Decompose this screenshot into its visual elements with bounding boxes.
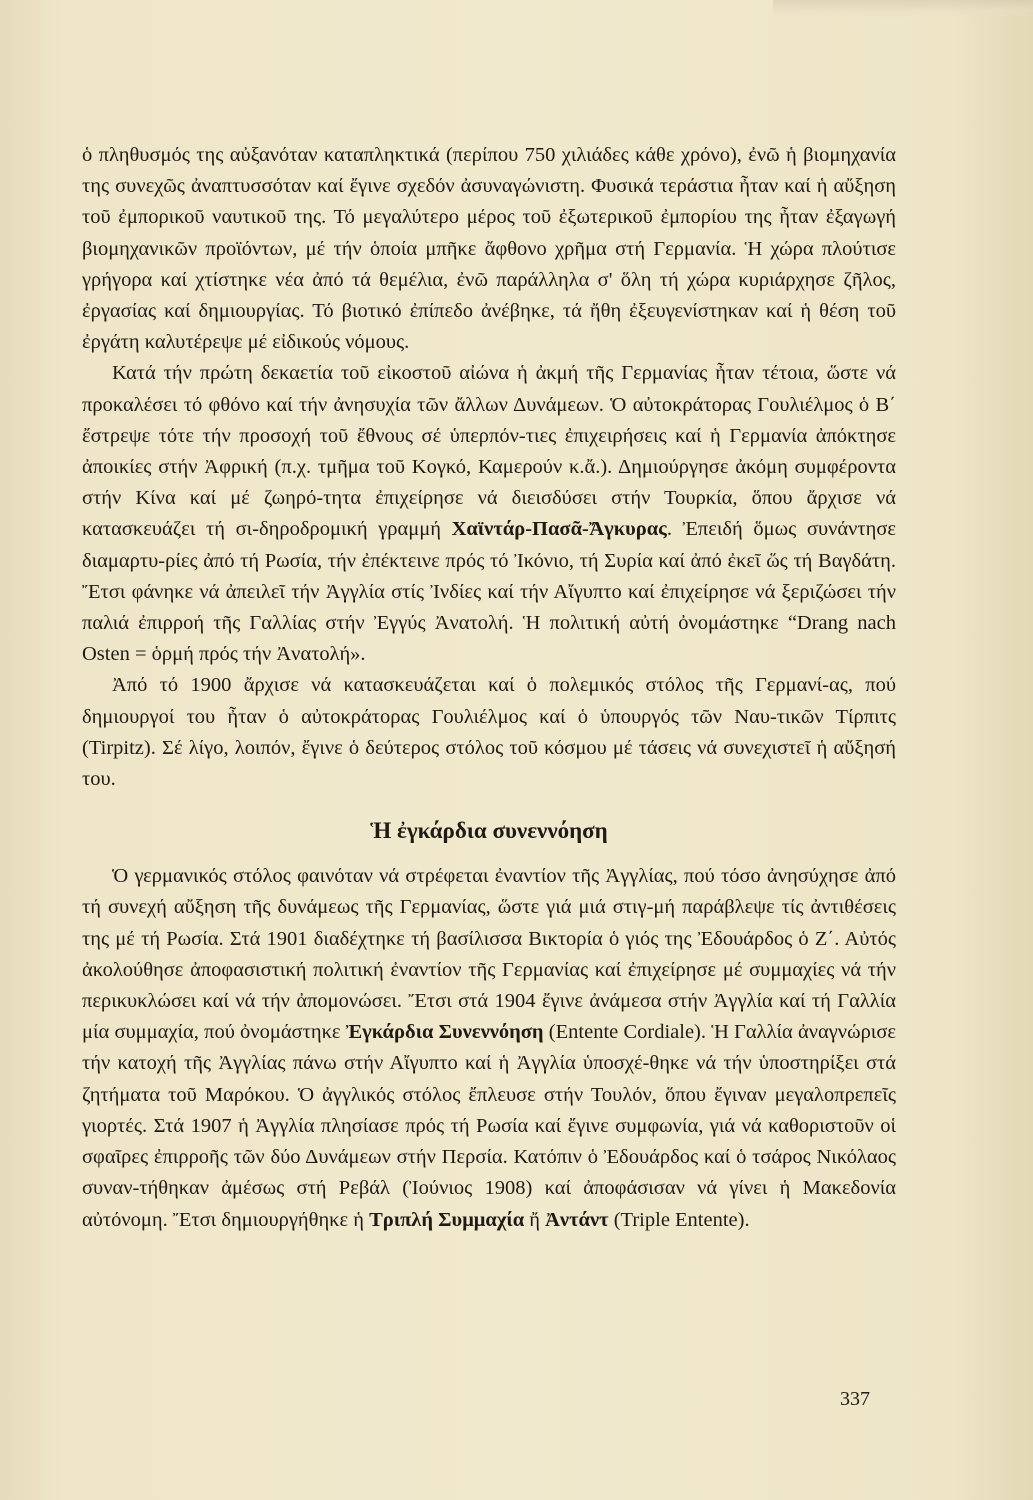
entente-term: Ἀντάντ — [545, 1208, 609, 1231]
paragraph-text: ἤ — [524, 1208, 546, 1231]
paragraph-population — [82, 140, 896, 358]
paragraph-text: (Triple Entente). — [608, 1208, 750, 1231]
paragraph-text: Ὁ γερμανικός στόλος φαινόταν νά στρέφεται ἐναντίον τῆς Ἀγγλίας, πού τόσο ἀνησύχησε ἀπό τή συνεχή αὔξηση τῆς δυνάμεως τῆς Γερμανίας, ὥστε γιά μιά στιγ-μή παράβλεψε τίς ἀντιθέσεις της μέ τή Ρωσία. Στά 1901 διαδέχτηκε τή βασίλισσα Βικτορία ὁ γιός της Ἐδουάρδος ὁ Ζ΄. Αὐτός ἀκολούθησε ἀποφασιστική πολιτική ἐναντίον τῆς Γερμανίας καί ἐπιχείρησε μέ συμμαχίες νά τήν περικυκλώσει καί νά τήν ἀπομονώσει. Ἔτσι στά 1904 ἔγινε ἀνάμεσα στήν Ἀγγλία καί τή Γαλλία μία συμμαχία, πού ὀνομάστηκε — [82, 865, 896, 1044]
triple-alliance-term: Τριπλή Συμμαχία — [369, 1208, 525, 1231]
paragraph-text: Κατά τήν πρώτη δεκαετία τοῦ εἰκοστοῦ αἰώνα ἡ ἀκμή τῆς Γερμανίας ἦταν τέτοια, ὥστε νά προκαλέσει τό φθόνο καί τήν ἀνησυχία τῶν ἄλλων Δυνάμεων. Ὁ αὐτοκράτορας Γουλιέλμος ὁ Β΄ ἔστρεψε τότε τήν προσοχή τοῦ ἔθνους σέ ὑπερπόν-τιες ἐπιχειρήσεις καί ἡ Γερμανία ἀπόκτησε ἀποικίες στήν Ἀφρική (π.χ. τμῆμα τοῦ Κογκό, Καμερούν κ.ἄ.). Δημιούργησε ἀκόμη συμφέροντα στήν Κίνα καί μέ ζωηρό-τητα ἐπιχείρησε νά διεισδύσει στήν Τουρκία, ὅπου ἄρχισε νά κατασκευάζει τή σι-δηροδρομική γραμμή — [82, 362, 896, 541]
paragraph-text: . Ἐπειδή ὅμως συνάντησε διαμαρτυ-ρίες ἀπό τή Ρωσία, τήν ἐπέκτεινε πρός τό Ἰκόνιο, τή Συρία καί ἀπό ἐκεῖ ὥς τή Βαγδάτη. Ἔτσι φάνηκε νά ἀπειλεῖ τήν Ἀγγλία στίς Ἰνδίες καί τήν Αἴγυπτο καί ἐπιχείρησε νά ξεριζώσει τήν παλιά ἐπιρροή τῆς Γαλλίας στήν Ἐγγύς Ἀνατολή. Ἡ πολιτική αὐτή ὀνομάστηκε “Drang nach Osten = ὁρμή πρός τήν Ἀνατολή». — [82, 518, 897, 666]
section-heading: Ἡ ἐγκάρδια συνεννόηση — [370, 818, 608, 844]
page-edge-shadow — [773, 0, 1033, 18]
entente-cordiale-term: Ἐγκάρδια Συνεννόηση — [345, 1021, 544, 1044]
page-number: 337 — [840, 1388, 870, 1410]
paragraph-entente — [82, 861, 896, 1235]
paragraph-text: (Entente Cordiale). Ἡ Γαλλία ἀναγνώρισε τήν κατοχή τῆς Ἀγγλίας πάνω στήν Αἴγυπτο καί ἡ Ἀγγλία ὑποσχέ-θηκε νά τήν ὑποστηρίξει στά ζητήματα τοῦ Μαρόκου. Ὁ ἀγγλικός στόλος ἔπλευσε στήν Τουλόν, ὅπου ἔγιναν μεγαλοπρεπεῖς γιορτές. Στά 1907 ἡ Ἀγγλία πλησίασε πρός τή Ρωσία καί ἔγινε συμφωνία, γιά νά καθοριστοῦν οἱ σφαῖρες ἐπιρροῆς τῶν δύο Δυνάμεων στήν Περσία. Κατόπιν ὁ Ἐδουάρδος καί ὁ τσάρος Νικόλαος συναν-τήθηκαν ἀμέσως στή Ρεβάλ (Ἰούνιος 1908) καί ἀποφάσισαν νά γίνει ἡ Μακεδονία αὐτόνομη. Ἔτσι δημιουργήθηκε ἡ — [82, 1021, 896, 1231]
paragraph-germany-peak — [82, 358, 896, 670]
paragraph-text: Ἀπό τό 1900 ἄρχισε νά κατασκευάζεται καί ὁ πολεμικός στόλος τῆς Γερμανί-ας, πού δημιουργοί του ἦταν ὁ αὐτοκράτορας Γουλιέλμος καί ὁ ὑπουργός τῶν Ναυ-τικῶν Τίρπιτς (Tirpitz). Σέ λίγο, λοιπόν, ἔγινε ὁ δεύτερος στόλος τοῦ κόσμου μέ τάσεις νά συνεχιστεῖ ἡ αὔξησή του. — [82, 674, 896, 791]
paragraph-text: ὁ πληθυσμός της αὐξανόταν καταπληκτικά (περίπου 750 χιλιάδες κάθε χρόνο), ἐνῶ ἡ βιομηχανία της συνεχῶς ἀναπτυσσόταν καί ἔγινε σχεδόν ἀσυναγώνιστη. Φυσικά τεράστια ἦταν καί ἡ αὔξηση τοῦ ἐμπορικοῦ ναυτικοῦ της. Τό μεγαλύτερο μέρος τοῦ ἐξωτερικοῦ ἐμπορίου της ἦταν ἐξαγωγή βιομηχανικῶν προϊόντων, μέ τήν ὁποία μπῆκε ἄφθονο χρῆμα στή Γερμανία. Ἡ χώρα πλούτισε γρήγορα καί χτίστηκε νέα ἀπό τά θεμέλια, ἐνῶ παράλληλα σ' ὅλη τή χώρα κυριάρχησε ζῆλος, ἐργασίας καί δημιουργίας. Τό βιοτικό ἐπίπεδο ἀνέβηκε, τά ἤθη ἐξευγενίστηκαν καί ἡ θέση τοῦ ἐργάτη καλυτέρεψε μέ εἰδικούς νόμους. — [82, 144, 896, 354]
body-text — [82, 140, 896, 1236]
paragraph-fleet — [82, 670, 896, 795]
railway-name: Χαϊντάρ-Πασᾶ-Ἄγκυρας — [451, 518, 667, 541]
